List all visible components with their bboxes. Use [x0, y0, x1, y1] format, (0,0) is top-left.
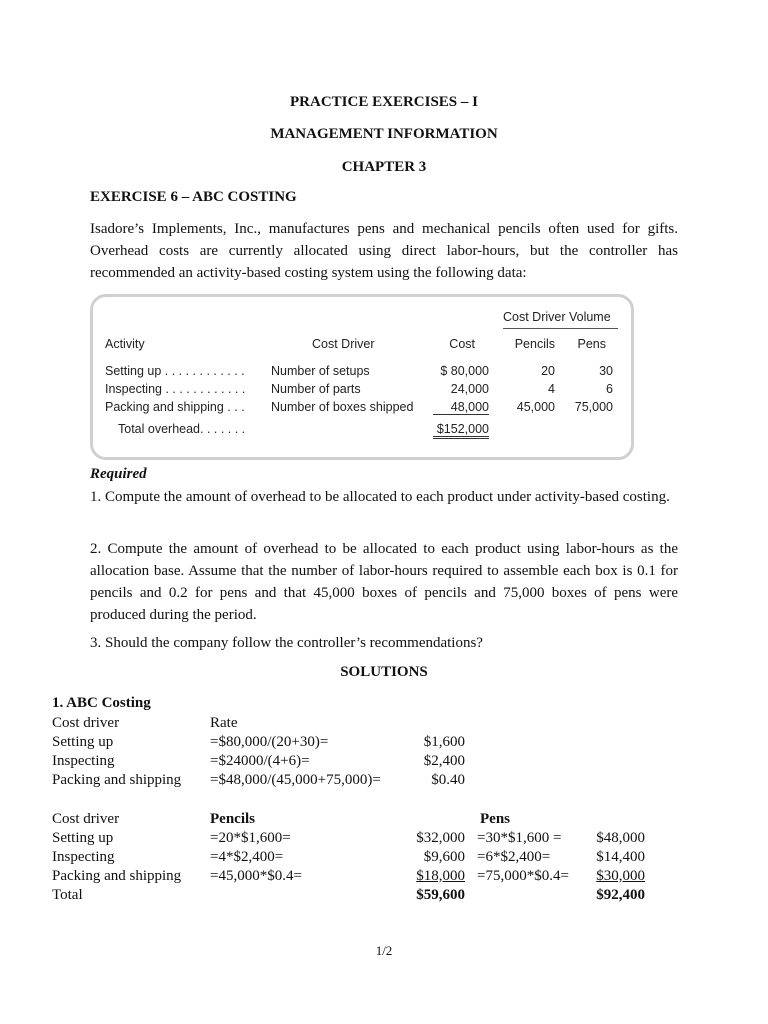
rate-row-value: $0.40 [431, 772, 465, 788]
row-activity: Inspecting . . . . . . . . . . . . [105, 382, 246, 396]
rate-row-formula: =$48,000/(45,000+75,000)= [210, 772, 381, 788]
row-pencils: 20 [541, 364, 555, 378]
intro-paragraph: Isadore’s Implements, Inc., manufactures pens and mechanical pencils often used for gifts. Overhead costs are currently allocated using direct labor-hours, but the controller has recommended an activity-based costing system using the following data: [90, 221, 678, 281]
cost-data-table [90, 294, 634, 460]
group-header-driver-volume: Cost Driver Volume [503, 310, 611, 324]
alloc-row-pencil-formula: =4*$2,400= [210, 849, 284, 865]
alloc-row-pencil-value: $9,600 [423, 849, 465, 865]
row-activity: Setting up . . . . . . . . . . . . [105, 364, 245, 378]
alloc-col-pens: Pens [480, 811, 510, 827]
row-cost: 24,000 [450, 382, 489, 396]
abc-costing-title: 1. ABC Costing [52, 695, 151, 711]
alloc-col-cost-driver: Cost driver [52, 811, 120, 827]
alloc-row-label: Setting up [52, 830, 114, 846]
row-pens: 6 [606, 382, 613, 396]
row-driver: Number of setups [271, 364, 370, 378]
header-pens: Pens [577, 337, 606, 351]
rates-col-rate: Rate [210, 715, 238, 731]
alloc-row-pencil-value: $32,000 [416, 830, 465, 846]
rate-row-formula: =$80,000/(20+30)= [210, 734, 329, 750]
alloc-row-label: Packing and shipping [52, 868, 182, 884]
exercise-title: EXERCISE 6 – ABC COSTING [90, 189, 297, 205]
row-driver: Number of parts [271, 382, 361, 396]
row-pencils: 45,000 [516, 400, 555, 414]
alloc-col-pencils: Pencils [210, 811, 255, 827]
row-cost: 48,000 [433, 400, 489, 415]
alloc-row-label: Inspecting [52, 849, 115, 865]
rate-row-label: Inspecting [52, 753, 115, 769]
alloc-row-pencil-formula: =45,000*$0.4= [210, 868, 302, 884]
header-pencils: Pencils [514, 337, 555, 351]
title-chapter: CHAPTER 3 [341, 159, 427, 175]
alloc-row-pen-value: $30,000 [596, 868, 645, 884]
question-3: 3. Should the company follow the controller’s recommendations? [90, 635, 483, 651]
group-header-rule [503, 328, 618, 329]
alloc-total-label: Total [52, 887, 83, 903]
total-overhead-value: $152,000 [433, 422, 489, 439]
rate-row-label: Packing and shipping [52, 772, 182, 788]
question-1: 1. Compute the amount of overhead to be allocated to each product under activity-based costing. [90, 489, 670, 505]
rate-row-label: Setting up [52, 734, 114, 750]
header-cost: Cost [449, 337, 475, 351]
header-cost-driver: Cost Driver [312, 337, 375, 351]
alloc-row-pen-formula: =6*$2,400= [477, 849, 551, 865]
required-heading: Required [90, 466, 147, 482]
page-number: 1/2 [375, 943, 393, 958]
title-management-information: MANAGEMENT INFORMATION [270, 126, 498, 142]
alloc-row-pen-formula: =75,000*$0.4= [477, 868, 569, 884]
header-activity: Activity [105, 337, 145, 351]
alloc-row-pencil-formula: =20*$1,600= [210, 830, 291, 846]
row-pens: 75,000 [574, 400, 613, 414]
alloc-row-pencil-value: $18,000 [416, 868, 465, 884]
rate-row-value: $2,400 [423, 753, 465, 769]
rate-row-value: $1,600 [423, 734, 465, 750]
title-practice-exercises: PRACTICE EXERCISES – I [290, 94, 478, 110]
alloc-row-pen-value: $14,400 [596, 849, 645, 865]
question-2: 2. Compute the amount of overhead to be allocated to each product using labor-hours as the allocation base. Assume that the number of labor-hours required to assemble each box is 0.1 for pencils and 0.2 for pens and that 45,000 boxes of pencils and 75,000 boxes of pens were produced during the period. [90, 541, 678, 623]
row-activity: Packing and shipping . . . [105, 400, 245, 414]
alloc-row-pen-formula: =30*$1,600 = [477, 830, 562, 846]
row-pencils: 4 [548, 382, 555, 396]
total-overhead-label: Total overhead. . . . . . . [118, 422, 246, 436]
alloc-row-pen-value: $48,000 [596, 830, 645, 846]
alloc-total-pencils: $59,600 [416, 887, 465, 903]
rates-col-cost-driver: Cost driver [52, 715, 120, 731]
row-driver: Number of boxes shipped [271, 400, 414, 414]
row-cost: $ 80,000 [440, 364, 489, 378]
solutions-heading: SOLUTIONS [340, 664, 428, 680]
row-pens: 30 [599, 364, 613, 378]
alloc-total-pens: $92,400 [596, 887, 645, 903]
rate-row-formula: =$24000/(4+6)= [210, 753, 310, 769]
